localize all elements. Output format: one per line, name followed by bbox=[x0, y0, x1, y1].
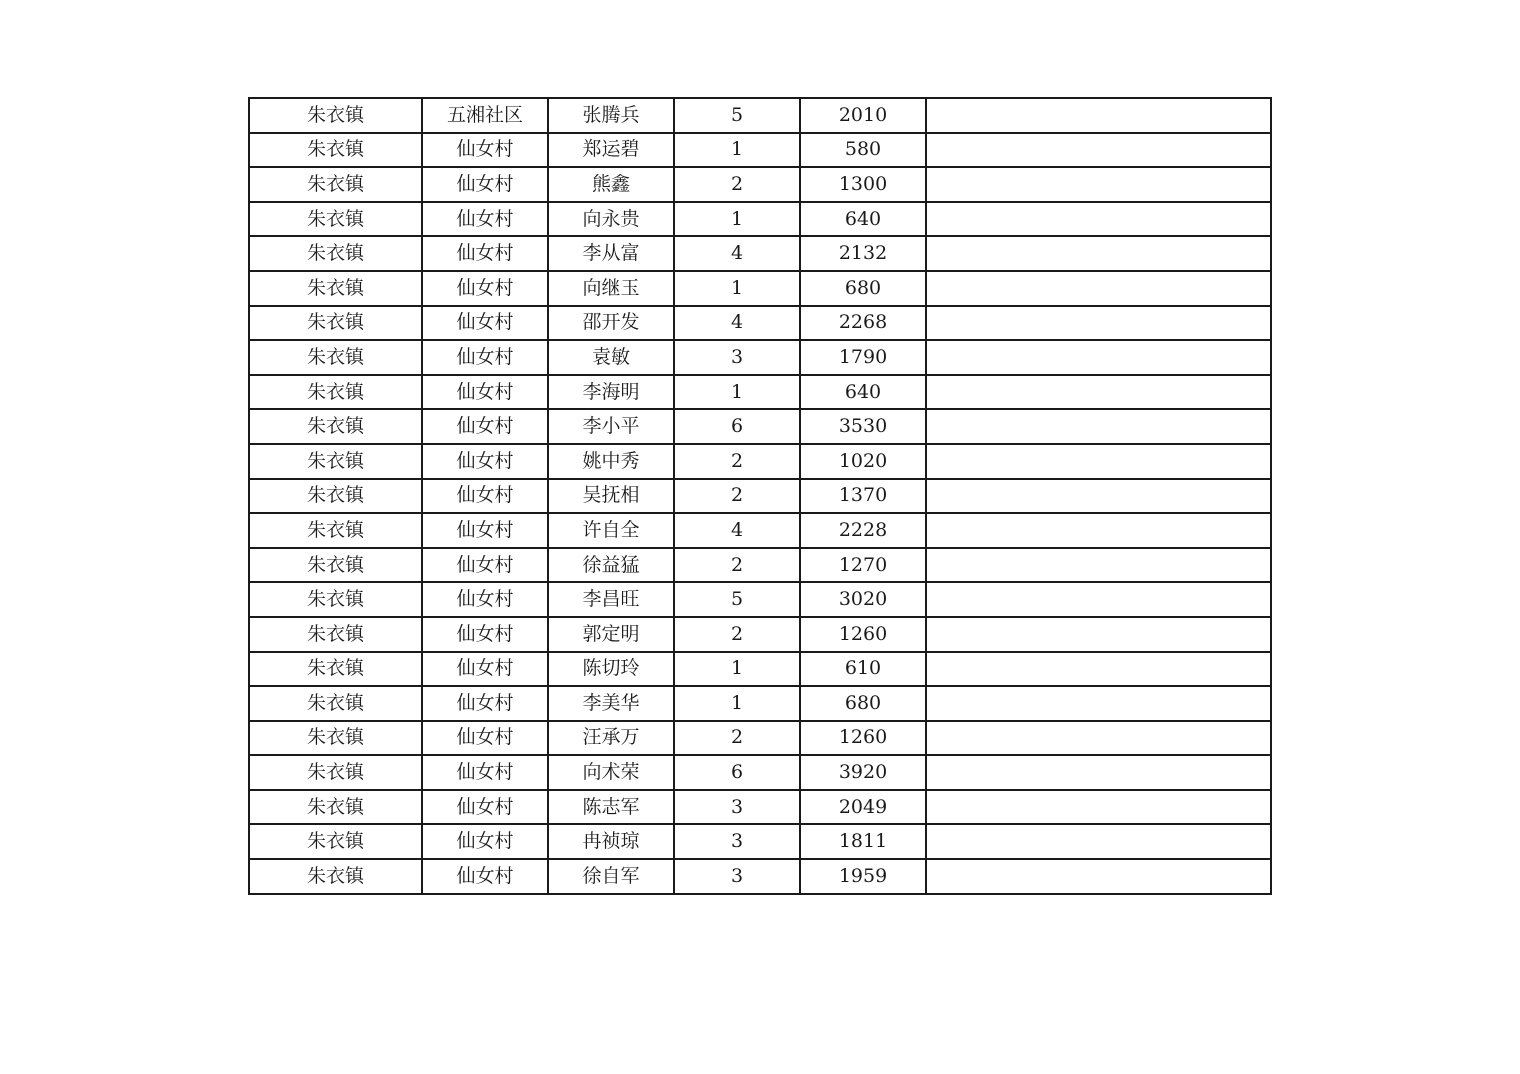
cell-name: 李从富 bbox=[548, 236, 674, 271]
cell-count: 1 bbox=[674, 652, 800, 687]
cell-note bbox=[926, 271, 1271, 306]
cell-village: 仙女村 bbox=[422, 548, 548, 583]
table-row bbox=[249, 755, 1271, 790]
cell-amount: 1260 bbox=[800, 617, 926, 652]
cell-amount: 640 bbox=[800, 202, 926, 237]
cell-name: 熊鑫 bbox=[548, 167, 674, 202]
cell-name: 向永贵 bbox=[548, 202, 674, 237]
cell-count: 6 bbox=[674, 409, 800, 444]
cell-town: 朱衣镇 bbox=[249, 617, 422, 652]
cell-town: 朱衣镇 bbox=[249, 306, 422, 341]
cell-note bbox=[926, 306, 1271, 341]
table-row bbox=[249, 790, 1271, 825]
table-row bbox=[249, 340, 1271, 375]
cell-name: 徐自军 bbox=[548, 859, 674, 894]
cell-town: 朱衣镇 bbox=[249, 824, 422, 859]
cell-town: 朱衣镇 bbox=[249, 513, 422, 548]
cell-note bbox=[926, 652, 1271, 687]
cell-town: 朱衣镇 bbox=[249, 790, 422, 825]
cell-amount: 1370 bbox=[800, 479, 926, 514]
table-row bbox=[249, 98, 1271, 133]
cell-town: 朱衣镇 bbox=[249, 444, 422, 479]
table-row bbox=[249, 306, 1271, 341]
table-row bbox=[249, 824, 1271, 859]
cell-name: 李美华 bbox=[548, 686, 674, 721]
table-row bbox=[249, 721, 1271, 756]
cell-town: 朱衣镇 bbox=[249, 859, 422, 894]
cell-village: 仙女村 bbox=[422, 271, 548, 306]
cell-village: 仙女村 bbox=[422, 582, 548, 617]
cell-amount: 2228 bbox=[800, 513, 926, 548]
cell-count: 1 bbox=[674, 686, 800, 721]
cell-note bbox=[926, 513, 1271, 548]
cell-count: 1 bbox=[674, 133, 800, 168]
cell-note bbox=[926, 686, 1271, 721]
cell-town: 朱衣镇 bbox=[249, 167, 422, 202]
cell-count: 4 bbox=[674, 513, 800, 548]
roster-table bbox=[248, 97, 1272, 895]
cell-note bbox=[926, 582, 1271, 617]
cell-village: 仙女村 bbox=[422, 375, 548, 410]
cell-count: 3 bbox=[674, 340, 800, 375]
cell-note bbox=[926, 479, 1271, 514]
cell-amount: 1300 bbox=[800, 167, 926, 202]
table-row bbox=[249, 617, 1271, 652]
table-row bbox=[249, 167, 1271, 202]
cell-note bbox=[926, 133, 1271, 168]
cell-amount: 1270 bbox=[800, 548, 926, 583]
cell-name: 许自全 bbox=[548, 513, 674, 548]
cell-count: 4 bbox=[674, 306, 800, 341]
cell-amount: 610 bbox=[800, 652, 926, 687]
cell-town: 朱衣镇 bbox=[249, 375, 422, 410]
table-row bbox=[249, 479, 1271, 514]
cell-count: 3 bbox=[674, 824, 800, 859]
cell-note bbox=[926, 824, 1271, 859]
cell-village: 仙女村 bbox=[422, 236, 548, 271]
cell-village: 仙女村 bbox=[422, 340, 548, 375]
cell-note bbox=[926, 375, 1271, 410]
cell-village: 仙女村 bbox=[422, 755, 548, 790]
cell-note bbox=[926, 721, 1271, 756]
cell-note bbox=[926, 409, 1271, 444]
cell-name: 向继玉 bbox=[548, 271, 674, 306]
cell-town: 朱衣镇 bbox=[249, 652, 422, 687]
cell-village: 仙女村 bbox=[422, 721, 548, 756]
cell-town: 朱衣镇 bbox=[249, 721, 422, 756]
table-row bbox=[249, 271, 1271, 306]
cell-name: 邵开发 bbox=[548, 306, 674, 341]
cell-count: 2 bbox=[674, 479, 800, 514]
cell-name: 李小平 bbox=[548, 409, 674, 444]
cell-count: 6 bbox=[674, 755, 800, 790]
cell-note bbox=[926, 790, 1271, 825]
cell-count: 3 bbox=[674, 790, 800, 825]
cell-name: 郑运碧 bbox=[548, 133, 674, 168]
cell-village: 仙女村 bbox=[422, 479, 548, 514]
cell-note bbox=[926, 340, 1271, 375]
cell-town: 朱衣镇 bbox=[249, 133, 422, 168]
cell-village: 仙女村 bbox=[422, 202, 548, 237]
cell-name: 陈切玲 bbox=[548, 652, 674, 687]
cell-name: 汪承万 bbox=[548, 721, 674, 756]
cell-name: 冉祯琼 bbox=[548, 824, 674, 859]
cell-town: 朱衣镇 bbox=[249, 548, 422, 583]
table-row bbox=[249, 652, 1271, 687]
cell-note bbox=[926, 617, 1271, 652]
cell-amount: 2268 bbox=[800, 306, 926, 341]
cell-amount: 1811 bbox=[800, 824, 926, 859]
cell-count: 4 bbox=[674, 236, 800, 271]
cell-amount: 3020 bbox=[800, 582, 926, 617]
cell-count: 2 bbox=[674, 617, 800, 652]
cell-town: 朱衣镇 bbox=[249, 755, 422, 790]
cell-town: 朱衣镇 bbox=[249, 271, 422, 306]
cell-note bbox=[926, 167, 1271, 202]
cell-village: 仙女村 bbox=[422, 824, 548, 859]
cell-village: 仙女村 bbox=[422, 859, 548, 894]
cell-name: 李海明 bbox=[548, 375, 674, 410]
cell-amount: 2049 bbox=[800, 790, 926, 825]
cell-name: 张腾兵 bbox=[548, 98, 674, 133]
cell-amount: 1959 bbox=[800, 859, 926, 894]
cell-note bbox=[926, 548, 1271, 583]
cell-village: 仙女村 bbox=[422, 306, 548, 341]
cell-village: 仙女村 bbox=[422, 167, 548, 202]
cell-name: 郭定明 bbox=[548, 617, 674, 652]
cell-note bbox=[926, 202, 1271, 237]
cell-name: 向术荣 bbox=[548, 755, 674, 790]
cell-village: 仙女村 bbox=[422, 652, 548, 687]
cell-amount: 680 bbox=[800, 271, 926, 306]
table-row bbox=[249, 202, 1271, 237]
cell-amount: 580 bbox=[800, 133, 926, 168]
cell-amount: 2010 bbox=[800, 98, 926, 133]
table-row bbox=[249, 686, 1271, 721]
table-row bbox=[249, 133, 1271, 168]
cell-amount: 640 bbox=[800, 375, 926, 410]
cell-count: 2 bbox=[674, 721, 800, 756]
table-row bbox=[249, 859, 1271, 894]
cell-village: 仙女村 bbox=[422, 444, 548, 479]
cell-amount: 1790 bbox=[800, 340, 926, 375]
table-row bbox=[249, 236, 1271, 271]
cell-count: 1 bbox=[674, 202, 800, 237]
cell-village: 仙女村 bbox=[422, 617, 548, 652]
cell-town: 朱衣镇 bbox=[249, 582, 422, 617]
cell-name: 姚中秀 bbox=[548, 444, 674, 479]
cell-note bbox=[926, 859, 1271, 894]
table-row bbox=[249, 548, 1271, 583]
cell-village: 五湘社区 bbox=[422, 98, 548, 133]
cell-count: 2 bbox=[674, 548, 800, 583]
cell-amount: 1020 bbox=[800, 444, 926, 479]
cell-town: 朱衣镇 bbox=[249, 686, 422, 721]
cell-town: 朱衣镇 bbox=[249, 236, 422, 271]
cell-amount: 3920 bbox=[800, 755, 926, 790]
cell-name: 袁敏 bbox=[548, 340, 674, 375]
cell-note bbox=[926, 236, 1271, 271]
cell-town: 朱衣镇 bbox=[249, 202, 422, 237]
table-row bbox=[249, 513, 1271, 548]
cell-town: 朱衣镇 bbox=[249, 479, 422, 514]
cell-count: 1 bbox=[674, 375, 800, 410]
cell-amount: 1260 bbox=[800, 721, 926, 756]
cell-amount: 680 bbox=[800, 686, 926, 721]
cell-count: 1 bbox=[674, 271, 800, 306]
roster-table-body bbox=[249, 98, 1271, 894]
cell-count: 2 bbox=[674, 444, 800, 479]
cell-town: 朱衣镇 bbox=[249, 409, 422, 444]
cell-count: 3 bbox=[674, 859, 800, 894]
cell-name: 吴抚相 bbox=[548, 479, 674, 514]
cell-amount: 2132 bbox=[800, 236, 926, 271]
cell-name: 李昌旺 bbox=[548, 582, 674, 617]
table-row bbox=[249, 409, 1271, 444]
cell-note bbox=[926, 98, 1271, 133]
cell-town: 朱衣镇 bbox=[249, 340, 422, 375]
cell-name: 陈志军 bbox=[548, 790, 674, 825]
cell-count: 5 bbox=[674, 582, 800, 617]
cell-name: 徐益猛 bbox=[548, 548, 674, 583]
table-row bbox=[249, 375, 1271, 410]
cell-village: 仙女村 bbox=[422, 513, 548, 548]
cell-note bbox=[926, 444, 1271, 479]
cell-note bbox=[926, 755, 1271, 790]
table-row bbox=[249, 444, 1271, 479]
cell-count: 2 bbox=[674, 167, 800, 202]
cell-village: 仙女村 bbox=[422, 133, 548, 168]
cell-village: 仙女村 bbox=[422, 686, 548, 721]
cell-village: 仙女村 bbox=[422, 790, 548, 825]
table-row bbox=[249, 582, 1271, 617]
cell-village: 仙女村 bbox=[422, 409, 548, 444]
cell-count: 5 bbox=[674, 98, 800, 133]
cell-amount: 3530 bbox=[800, 409, 926, 444]
cell-town: 朱衣镇 bbox=[249, 98, 422, 133]
